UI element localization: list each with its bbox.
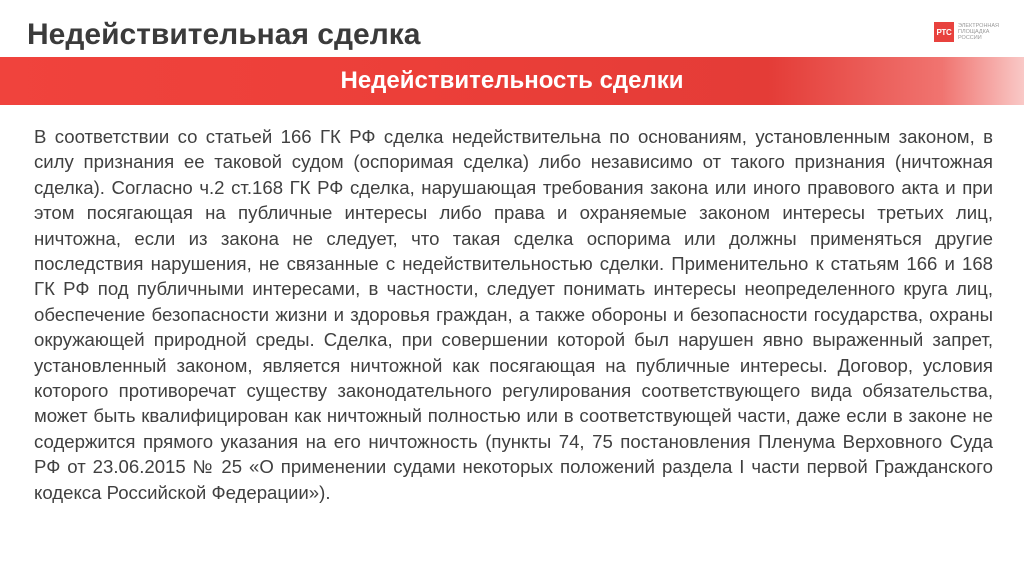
body-paragraph: В соответствии со статьей 166 ГК РФ сделка недействительна по основаниям, установленным законом, в силу признания ее таковой судом (оспоримая сделка) либо независимо от такого признания (ничтожная сделка). Согласно ч.2 ст.168 ГК РФ сделка, нарушающая требования закона или иного правового акта и при этом посягающая на публичные интересы либо права и охраняемые законом интересы третьих лиц, ничтожна, если из закона не следует, что такая сделка оспорима или должны применяться другие последствия нарушения, не связанные с недействительностью сделки. Применительно к статьям 166 и 168 ГК РФ под публичными интересами, в частности, следует понимать интересы неопределенного круга лиц, обеспечение безопасности жизни и здоровья граждан, а также обороны и безопасности государства, охраны окружающей природной среды. Сделка, при совершении которой был нарушен явно выраженный запрет, установленный законом, является ничтожной как посягающая на публичные интересы. Договор, условия которого противоречат существу законодательного регулирования соответствующего вида обязательства, может быть квалифицирован как ничтожный полностью или в соответствующей части, даже если в законе не содержится прямого указания на его ничтожность (пункты 74, 75 постановления Пленума Верховного Суда РФ от 23.06.2015 № 25 «О применении судами некоторых положений раздела I части первой Гражданского кодекса Российской Федерации»).: [34, 126, 993, 503]
section-title: Недействительность сделки: [340, 67, 684, 94]
section-banner: [0, 57, 1024, 105]
logo-text: ЭЛЕКТРОННАЯ ПЛОЩАДКА РОССИИ: [958, 23, 1000, 41]
rts-logo: [934, 22, 1004, 42]
page-title: Недействительная сделка: [27, 18, 421, 51]
logo-mark-icon: РТС: [934, 22, 954, 42]
